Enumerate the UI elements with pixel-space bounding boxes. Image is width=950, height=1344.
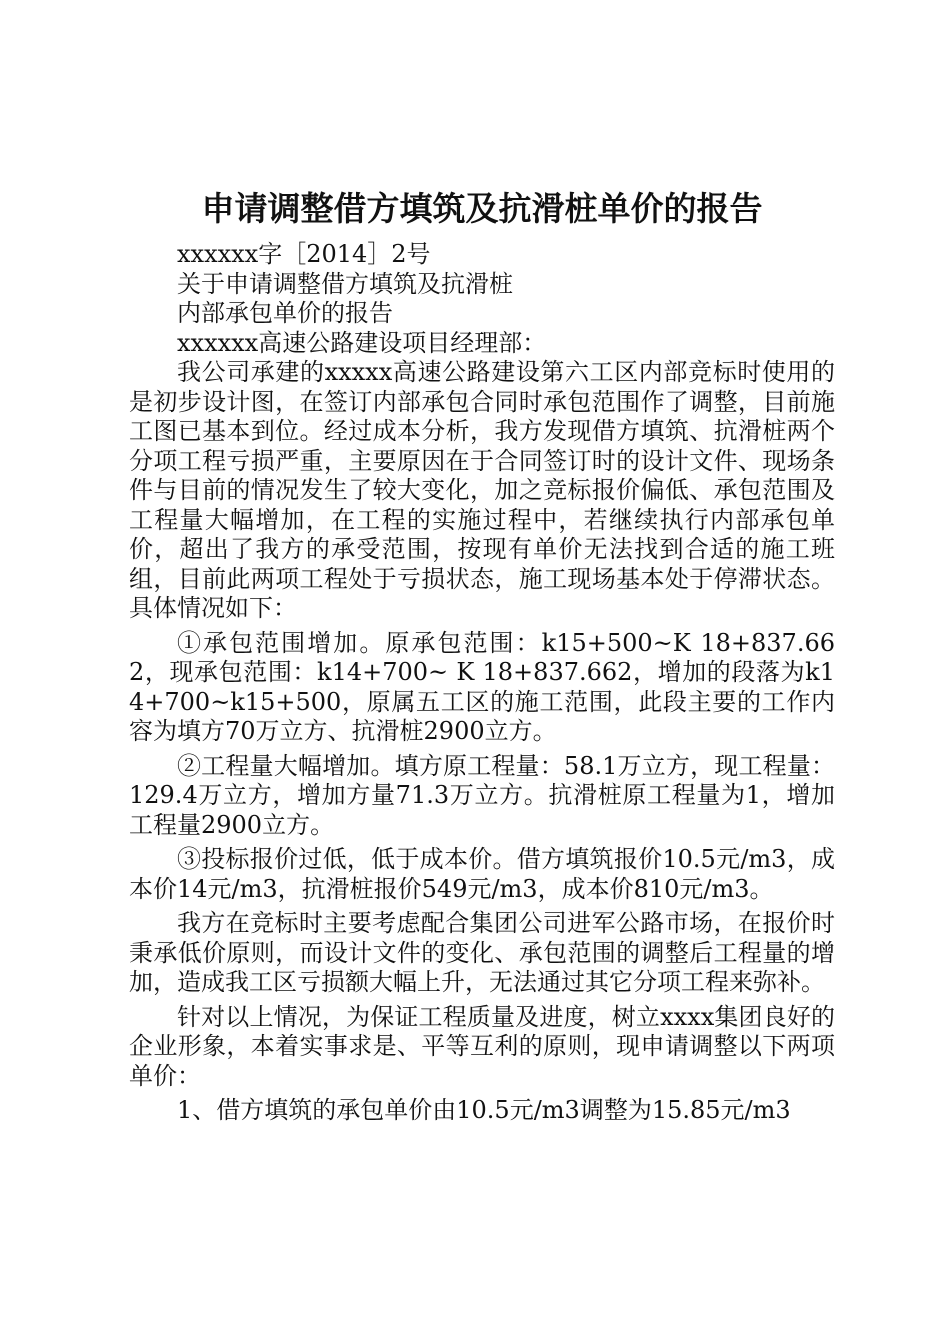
body-paragraph-item-3: ③投标报价过低，低于成本价。借方填筑报价10.5元/m3，成本价14元/m3，抗滑桩报价549元/m3，成本价810元/m3。: [129, 845, 835, 903]
body-paragraph-item-1: ①承包范围增加。原承包范围：k15+500~K 18+837.662，现承包范围：k14+700~ K 18+837.662，增加的段落为k14+700~k15+500，原属五工区的施工范围，此段主要的工作内容为填方70万立方、抗滑桩2900立方。: [129, 628, 835, 745]
subject-line-2: 内部承包单价的报告: [177, 299, 393, 327]
body-paragraph-reason: 我方在竞标时主要考虑配合集团公司进军公路市场，在报价时秉承低价原则，而设计文件的变化、承包范围的调整后工程量的增加，造成我工区亏损额大幅上升，无法通过其它分项工程来弥补。: [129, 909, 835, 996]
document-page: [129, 186, 835, 1126]
body-paragraph-intro: 我公司承建的xxxxx高速公路建设第六工区内部竞标时使用的是初步设计图，在签订内部承包合同时承包范围作了调整，目前施工图已基本到位。经过成本分析，我方发现借方填筑、抗滑桩两个分项工程亏损严重，主要原因在于合同签订时的设计文件、现场条件与目前的情况发生了较大变化，加之竞标报价偏低、承包范围及工程量大幅增加，在工程的实施过程中，若继续执行内部承包单价，超出了我方的承受范围，按现有单价无法找到合适的施工班组，目前此两项工程处于亏损状态，施工现场基本处于停滞状态。具体情况如下：: [129, 358, 835, 622]
document-title: 申请调整借方填筑及抗滑桩单价的报告: [201, 189, 763, 228]
body-paragraph-item-2: ②工程量大幅增加。填方原工程量：58.1万立方，现工程量：129.4万立方，增加方量71.3万立方。抗滑桩原工程量为1，增加工程量2900立方。: [129, 751, 835, 839]
document-number: xxxxxx字［2014］2号: [177, 240, 431, 268]
body-paragraph-adjustment-1: 1、借方填筑的承包单价由10.5元/m3调整为15.85元/m3: [177, 1096, 791, 1124]
body-paragraph-request: 针对以上情况，为保证工程质量及进度，树立xxxx集团良好的企业形象，本着实事求是、平等互利的原则，现申请调整以下两项单价：: [129, 1002, 835, 1090]
recipient: xxxxxx高速公路建设项目经理部：: [177, 328, 547, 357]
subject-line-1: 关于申请调整借方填筑及抗滑桩: [177, 269, 513, 298]
